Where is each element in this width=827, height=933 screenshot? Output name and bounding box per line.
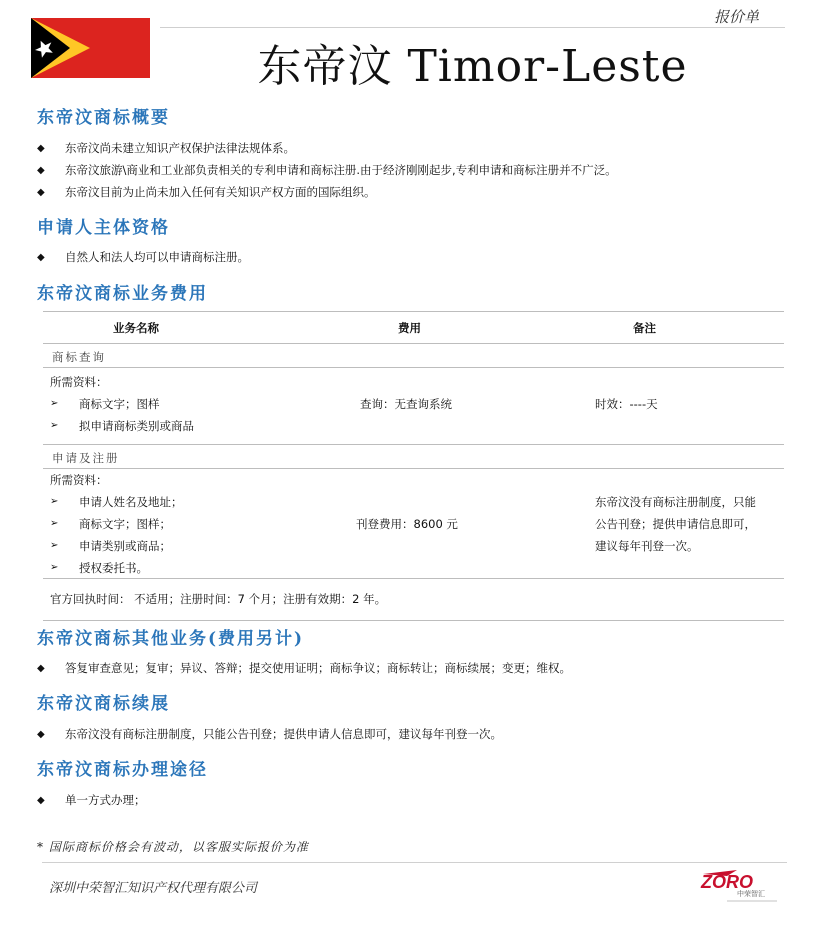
section-heading-eligibility: 申请人主体资格 <box>37 218 170 238</box>
channel-list <box>37 789 146 811</box>
timeline-text: 官方回执时间： 不适用；注册时间：7 个月；注册有效期：2 年。 <box>50 592 387 606</box>
row-title-registration: 申请及注册 <box>43 445 784 469</box>
quote-label: 报价单 <box>713 8 759 26</box>
svg-text:ZORO: ZORO <box>701 872 753 892</box>
table-row <box>43 469 784 579</box>
table-header-row <box>43 311 784 344</box>
list-item: ◆ 东帝汶目前为止尚未加入任何有关知识产权方面的国际组织。 <box>37 185 376 199</box>
other-list <box>37 657 571 679</box>
registration-fee: 刊登费用：8600 元 <box>356 517 458 531</box>
renewal-list <box>37 723 502 745</box>
list-item: ◆ 单一方式办理； <box>37 793 146 807</box>
diamond-bullet-icon: ◆ <box>37 251 45 263</box>
section-heading-channel: 东帝汶商标办理途径 <box>37 760 208 780</box>
eligibility-list <box>37 246 249 268</box>
search-requirements: 所需资料： ➢ 商标文字；图样 ➢ 拟申请商标类别或商品 <box>50 371 194 437</box>
row-title-search: 商标查询 <box>43 344 784 368</box>
column-header-fee: 费用 <box>398 321 421 335</box>
diamond-bullet-icon: ◆ <box>37 662 45 674</box>
diamond-bullet-icon: ◆ <box>37 164 45 176</box>
zoro-logo-icon <box>697 868 781 904</box>
arrow-bullet-icon: ➢ <box>50 496 59 507</box>
page-title: 东帝汶 Timor-Leste <box>257 41 688 92</box>
arrow-bullet-icon: ➢ <box>50 540 59 551</box>
header-divider <box>160 27 785 28</box>
column-header-service: 业务名称 <box>113 321 159 335</box>
list-item: ◆ 东帝汶尚未建立知识产权保护法律法规体系。 <box>37 141 295 155</box>
diamond-bullet-icon: ◆ <box>37 186 45 198</box>
price-footnote: * 国际商标价格会有波动，以客服实际报价为准 <box>37 840 309 854</box>
registration-requirements: 所需资料： ➢ 申请人姓名及地址； ➢ 商标文字；图样； ➢ 申请类别或商品； ➢ 授权委托书。 <box>50 469 183 579</box>
fee-table <box>43 311 784 621</box>
arrow-bullet-icon: ➢ <box>50 562 59 573</box>
diamond-bullet-icon: ◆ <box>37 794 45 806</box>
search-note: 时效：----天 <box>595 397 658 411</box>
section-heading-renewal: 东帝汶商标续展 <box>37 694 170 714</box>
overview-list <box>37 137 617 203</box>
arrow-bullet-icon: ➢ <box>50 398 59 409</box>
section-heading-other: 东帝汶商标其他业务(费用另计) <box>37 629 305 649</box>
svg-text:中荣智汇: 中荣智汇 <box>737 890 765 898</box>
section-heading-fees: 东帝汶商标业务费用 <box>37 284 208 304</box>
table-row <box>43 368 784 445</box>
table-footer-row <box>43 579 784 621</box>
diamond-bullet-icon: ◆ <box>37 728 45 740</box>
list-item: ◆ 自然人和法人均可以申请商标注册。 <box>37 250 249 264</box>
list-item: ◆ 答复审查意见；复审；异议、答辩；提交使用证明；商标争议；商标转让；商标续展；变更；维权。 <box>37 661 571 675</box>
diamond-bullet-icon: ◆ <box>37 142 45 154</box>
company-name: 深圳中荣智汇知识产权代理有限公司 <box>49 881 258 896</box>
column-header-note: 备注 <box>633 321 656 335</box>
footer-divider <box>42 862 787 863</box>
list-item: ◆ 东帝汶没有商标注册制度，只能公告刊登；提供申请人信息即可，建议每年刊登一次。 <box>37 727 502 741</box>
arrow-bullet-icon: ➢ <box>50 518 59 529</box>
registration-note: 东帝汶没有商标注册制度，只能 公告刊登；提供申请信息即可， 建议每年刊登一次。 <box>595 495 756 553</box>
arrow-bullet-icon: ➢ <box>50 420 59 431</box>
search-fee: 查询：无查询系统 <box>360 397 452 411</box>
list-item: ◆ 东帝汶旅游\商业和工业部负责相关的专利申请和商标注册.由于经济刚刚起步,专利申请和商标注册并不广泛。 <box>37 163 617 177</box>
section-heading-overview: 东帝汶商标概要 <box>37 108 170 128</box>
timor-leste-flag-icon <box>31 18 150 78</box>
